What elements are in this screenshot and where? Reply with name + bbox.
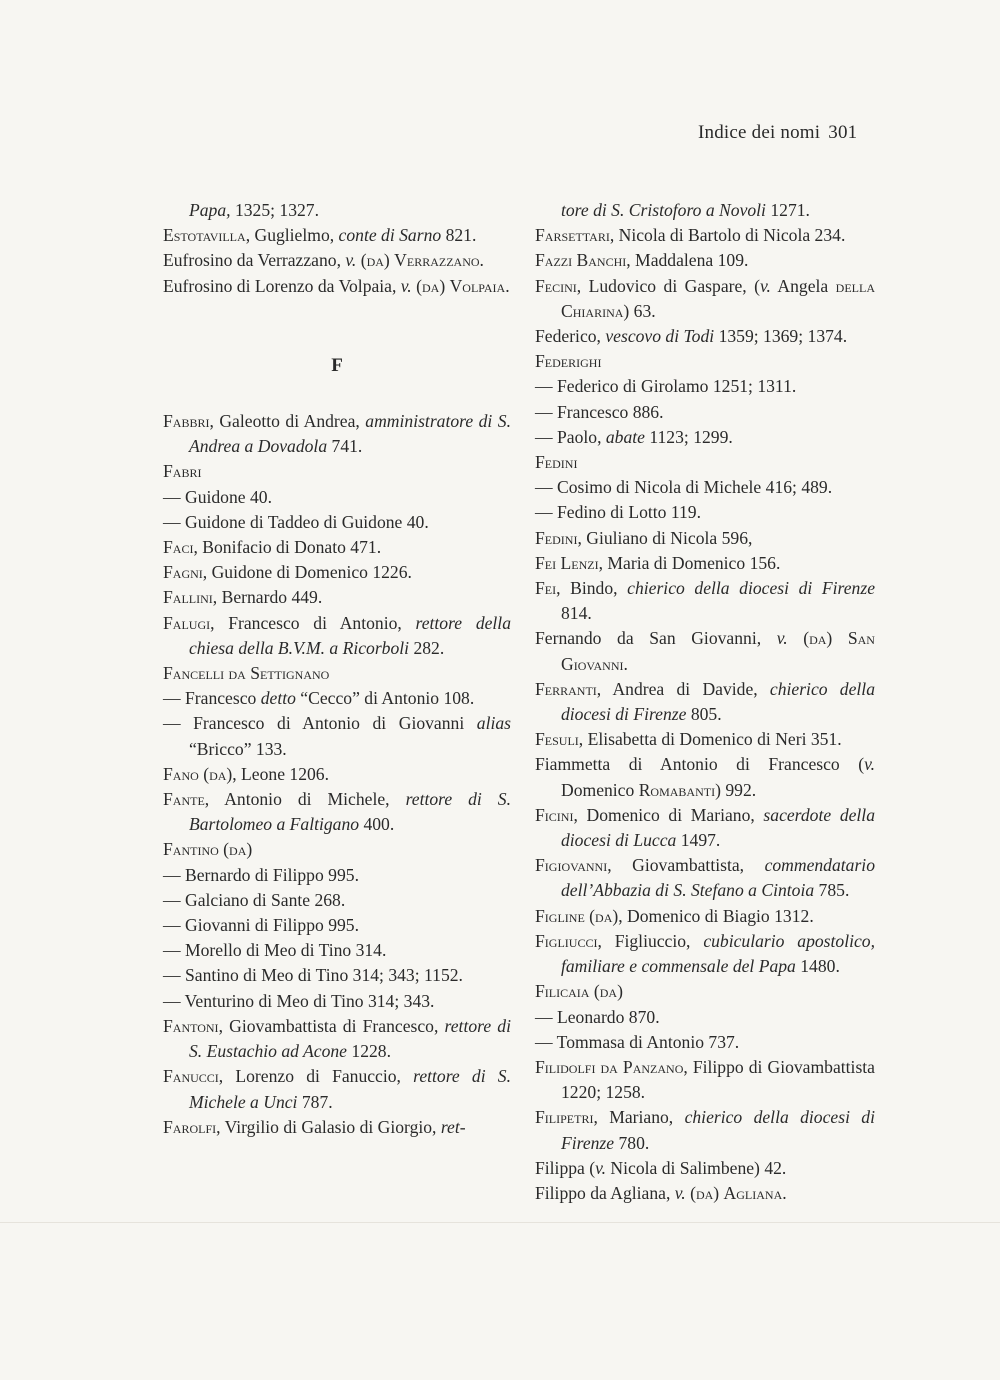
index-entry: Fernando da San Giovanni, v. (da) San Giovanni. <box>535 628 875 674</box>
index-entry: Farsettari, Nicola di Bartolo di Nicola 234. <box>535 225 846 246</box>
index-entry: tore di S. Cristoforo a Novoli 1271. <box>561 200 810 220</box>
index-entry: Fesuli, Elisabetta di Domenico di Neri 351. <box>535 729 842 750</box>
index-entry: — Paolo, abate 1123; 1299. <box>535 426 733 447</box>
index-entry: Fiammetta di Antonio di Francesco (v. Domenico Romabanti) 992. <box>535 754 875 800</box>
index-entry: Federico, vescovo di Todi 1359; 1369; 1374. <box>535 326 848 347</box>
index-entry: Figline (da), Domenico di Biagio 1312. <box>535 905 814 926</box>
index-entry: Filippo da Agliana, v. (da) Agliana. <box>535 1182 787 1203</box>
index-entry: — Bernardo di Filippo 995. <box>163 864 359 885</box>
index-entry: — Santino di Meo di Tino 314; 343; 1152. <box>163 965 463 986</box>
index-entry: Filipetri, Mariano, chierico della diocesi di Firenze 780. <box>535 1107 875 1153</box>
index-entry: — Tommasa di Antonio 737. <box>535 1031 740 1052</box>
index-entry: Fabri <box>163 461 202 482</box>
index-entry: — Leonardo 870. <box>535 1006 660 1027</box>
index-entry: — Guidone di Taddeo di Guidone 40. <box>163 511 429 532</box>
index-entry: Fancelli da Settignano <box>163 663 330 684</box>
index-entry: — Francesco 886. <box>535 401 664 422</box>
index-entry: Faci, Bonifacio di Donato 471. <box>163 537 382 558</box>
index-entry: Fedini, Giuliano di Nicola 596, <box>535 527 753 548</box>
index-entry: Fantoni, Giovambattista di Francesco, rettore di S. Eustachio ad Acone 1228. <box>163 1015 511 1062</box>
index-entry: Fante, Antonio di Michele, rettore di S. Bartolomeo a Faltigano 400. <box>163 789 511 835</box>
index-entry: — Giovanni di Filippo 995. <box>163 915 359 936</box>
index-entry: — Guidone 40. <box>163 486 272 507</box>
page-number: 301 <box>828 122 858 143</box>
index-entry: Eufrosino di Lorenzo da Volpaia, v. (da) Volpaia. <box>163 275 510 296</box>
page-fold-line <box>0 1222 1000 1223</box>
running-title: Indice dei nomi <box>698 122 821 143</box>
index-entry: Ferranti, Andrea di Davide, chierico della diocesi di Firenze 805. <box>535 678 875 725</box>
index-entry: Fazzi Banchi, Maddalena 109. <box>535 250 749 271</box>
index-entry: Filidolfi da Panzano, Filippo di Giovambattista 1220; 1258. <box>535 1056 875 1103</box>
index-entry: Fei, Bindo, chierico della diocesi di Firenze 814. <box>535 578 876 624</box>
index-column-right <box>535 198 875 1206</box>
index-entry: Fagni, Guidone di Domenico 1226. <box>163 562 412 583</box>
index-entry: — Galciano di Sante 268. <box>163 889 346 910</box>
index-entry: Fantino (da) <box>163 839 253 860</box>
index-entry: Fanucci, Lorenzo di Fanuccio, rettore di S. Michele a Unci 787. <box>163 1066 511 1112</box>
index-entry: Figiovanni, Giovambattista, commendatario dell’Abbazia di S. Stefano a Cintoia 785. <box>535 855 875 901</box>
index-entry: Papa, 1325; 1327. <box>189 200 320 220</box>
index-entry: Falugi, Francesco di Antonio, rettore della chiesa della B.V.M. a Ricorboli 282. <box>163 612 511 658</box>
index-entry: Fedini <box>535 452 578 473</box>
index-entry: Fecini, Ludovico di Gaspare, (v. Angela della Chiarina) 63. <box>535 275 875 321</box>
index-column-left <box>163 198 511 1140</box>
index-entry: Farolfi, Virgilio di Galasio di Giorgio, ret- <box>163 1116 466 1137</box>
index-entry: Filicaia (da) <box>535 981 623 1002</box>
index-entry: Fei Lenzi, Maria di Domenico 156. <box>535 552 781 573</box>
index-entry: — Francesco di Antonio di Giovanni alias “Bricco” 133. <box>163 713 511 759</box>
index-entry: Federighi <box>535 351 602 372</box>
index-entry: — Francesco detto “Cecco” di Antonio 108. <box>163 688 475 709</box>
index-entry: Fano (da), Leone 1206. <box>163 763 330 784</box>
index-entry: Fabbri, Galeotto di Andrea, amministratore di S. Andrea a Dovadola 741. <box>163 411 511 457</box>
index-entry: — Morello di Meo di Tino 314. <box>163 940 387 961</box>
running-head <box>698 122 857 144</box>
index-entry: — Fedino di Lotto 119. <box>535 502 701 523</box>
index-entry: — Federico di Girolamo 1251; 1311. <box>535 376 797 397</box>
index-entry: — Venturino di Meo di Tino 314; 343. <box>163 990 435 1011</box>
index-entry: — Cosimo di Nicola di Michele 416; 489. <box>535 477 833 498</box>
index-entry: Eufrosino da Verrazzano, v. (da) Verrazzano. <box>163 250 484 271</box>
section-letter-heading: F <box>331 354 343 376</box>
index-entry: Ficini, Domenico di Mariano, sacerdote della diocesi di Lucca 1497. <box>535 804 875 851</box>
index-entry: Filippa (v. Nicola di Salimbene) 42. <box>535 1157 787 1178</box>
index-entry: Estotavilla, Guglielmo, conte di Sarno 821. <box>163 225 477 246</box>
index-entry: Figliucci, Figliuccio, cubiculario apostolico, familiare e commensale del Papa 1480. <box>535 930 875 977</box>
index-entry: Fallini, Bernardo 449. <box>163 587 323 608</box>
